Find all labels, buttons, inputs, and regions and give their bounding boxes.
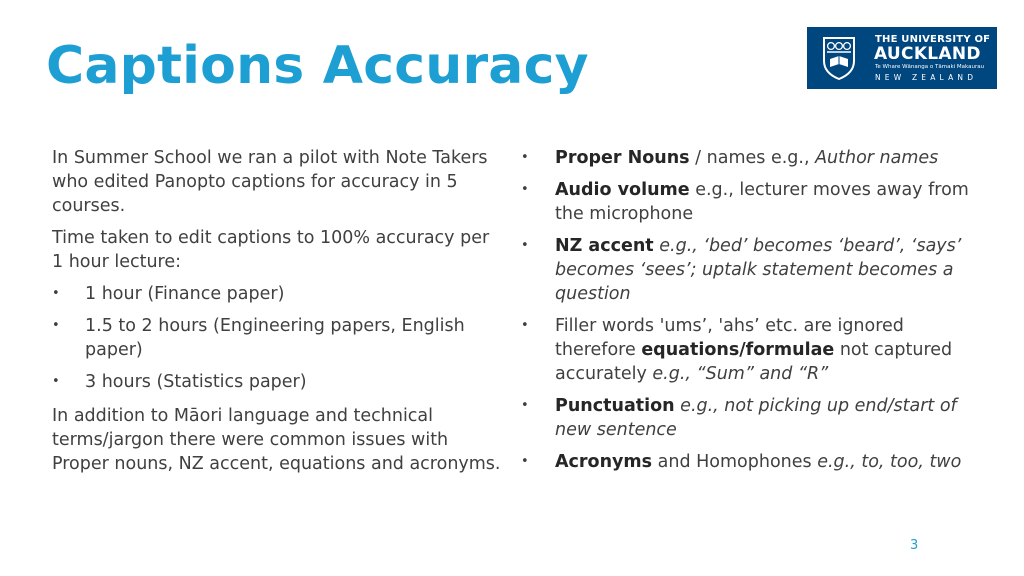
bullet-icon: • bbox=[521, 398, 529, 413]
issue-text: Filler words 'ums’, 'ahs’ etc. are ignored therefore bbox=[555, 316, 904, 360]
issue-item-punctuation bbox=[521, 394, 971, 442]
issue-item-acronyms bbox=[521, 450, 971, 474]
bullet-icon: • bbox=[52, 374, 60, 389]
issue-example: e.g., to, too, two bbox=[817, 452, 962, 472]
issue-item-nz-accent bbox=[521, 234, 971, 306]
issue-item-proper-nouns bbox=[521, 146, 971, 170]
issue-label: Proper Nouns bbox=[555, 148, 690, 168]
logo-line-1: THE UNIVERSITY OF bbox=[875, 34, 991, 45]
issue-text: and Homophones bbox=[652, 452, 818, 472]
slide-title: Captions Accuracy bbox=[46, 36, 589, 96]
left-column bbox=[52, 146, 502, 476]
issue-label: NZ accent bbox=[555, 236, 654, 256]
bullet-icon: • bbox=[52, 318, 60, 333]
issue-example: Author names bbox=[815, 148, 939, 168]
closing-paragraph: In addition to Māori language and technical terms/jargon there were common issues with Proper nouns, NZ accent, equations and acronyms. bbox=[52, 406, 501, 474]
bullet-icon: • bbox=[521, 238, 529, 253]
issue-text: not captured accurately bbox=[555, 340, 953, 384]
time-item-text: 1 hour (Finance paper) bbox=[85, 284, 285, 304]
logo-line-4: NEW ZEALAND bbox=[875, 73, 978, 82]
bullet-icon: • bbox=[521, 318, 529, 333]
issue-example: e.g., “Sum” and “R” bbox=[652, 364, 829, 384]
issue-text: e.g., lecturer moves away from the microphone bbox=[555, 180, 969, 224]
issue-label: Acronyms bbox=[555, 452, 653, 472]
issue-text: / names e.g., bbox=[689, 148, 816, 168]
issue-example: e.g., ‘bed’ becomes ‘beard’, ‘says’ becomes ‘sees’; uptalk statement becomes a question bbox=[555, 236, 962, 304]
bullet-icon: • bbox=[521, 150, 529, 165]
bullet-icon: • bbox=[52, 286, 60, 301]
logo-line-3: Te Whare Wānanga o Tāmaki Makaurau bbox=[875, 64, 985, 70]
issue-example: e.g., not picking up end/start of new sentence bbox=[555, 396, 957, 440]
issue-label: Audio volume bbox=[555, 180, 690, 200]
time-item bbox=[52, 370, 502, 394]
time-item bbox=[52, 314, 502, 362]
intro-paragraph: In Summer School we ran a pilot with Note Takers who edited Panopto captions for accuracy in 5 courses. bbox=[52, 148, 488, 216]
bullet-icon: • bbox=[521, 182, 529, 197]
time-item-text: 3 hours (Statistics paper) bbox=[85, 372, 307, 392]
issue-item-filler-words bbox=[521, 314, 971, 386]
time-item bbox=[52, 282, 502, 306]
time-heading: Time taken to edit captions to 100% accuracy per 1 hour lecture: bbox=[52, 228, 490, 272]
issue-item-audio-volume bbox=[521, 178, 971, 226]
page-number: 3 bbox=[910, 538, 919, 553]
right-column bbox=[521, 146, 971, 482]
logo-line-2: AUCKLAND bbox=[874, 44, 981, 64]
bullet-icon: • bbox=[521, 454, 529, 469]
university-logo bbox=[807, 27, 997, 89]
issue-label: Punctuation bbox=[555, 396, 675, 416]
time-item-text: 1.5 to 2 hours (Engineering papers, English paper) bbox=[85, 316, 465, 360]
crest-icon bbox=[821, 35, 857, 81]
issue-label: equations/formulae bbox=[641, 340, 835, 360]
